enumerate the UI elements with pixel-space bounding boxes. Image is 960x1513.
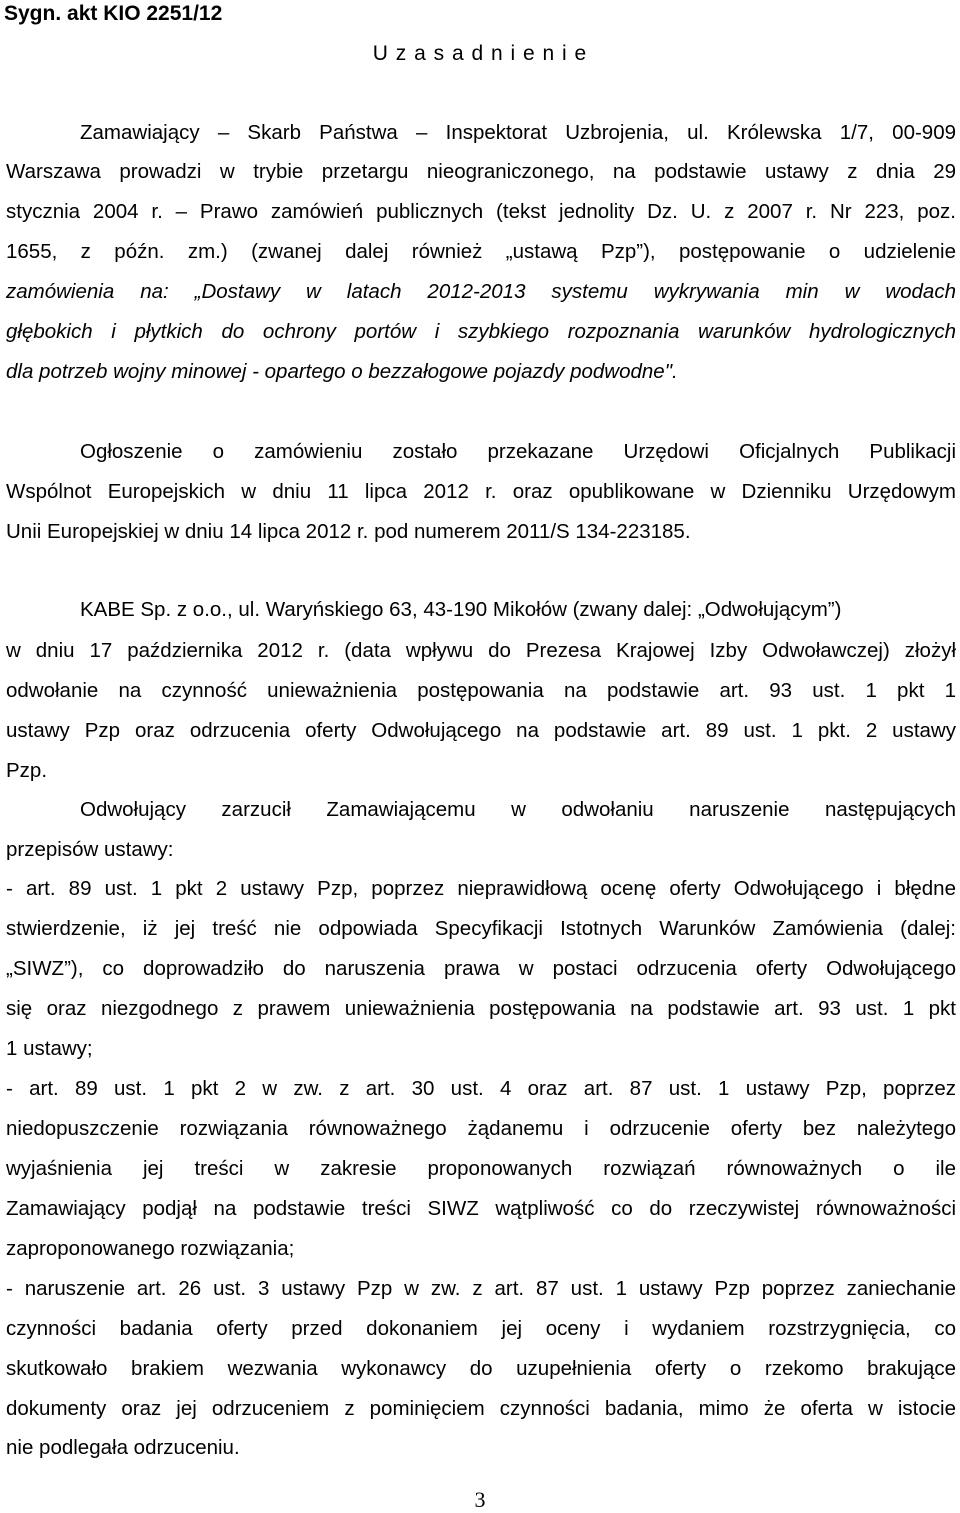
text-line: 1 ustawy; [6,1037,93,1060]
text-line: głębokich i płytkich do ochrony portów i szybkiego rozpoznania warunków hydrologicznych [6,320,956,343]
text-line: Ogłoszenie o zamówieniu zostało przekazane Urzędowi Oficjalnych Publikacji [80,440,956,463]
text-line: Unii Europejskiej w dniu 14 lipca 2012 r. pod numerem 2011/S 134-223185. [6,520,691,543]
text-line: odwołanie na czynność unieważnienia postępowania na podstawie art. 93 ust. 1 pkt 1 [6,679,956,702]
text-line: nie podlegała odrzuceniu. [6,1436,240,1459]
text-line: skutkowało brakiem wezwania wykonawcy do uzupełnienia oferty o rzekomo brakujące [6,1357,956,1380]
text-line: Wspólnot Europejskich w dniu 11 lipca 2012 r. oraz opublikowane w Dzienniku Urzędowym [6,480,956,503]
text-line: w dniu 17 października 2012 r. (data wpływu do Prezesa Krajowej Izby Odwoławczej) złożył [6,639,956,662]
text-line: - art. 89 ust. 1 pkt 2 w zw. z art. 30 ust. 4 oraz art. 87 ust. 1 ustawy Pzp, poprzez [6,1077,956,1100]
text-line: ustawy Pzp oraz odrzucenia oferty Odwołującego na podstawie art. 89 ust. 1 pkt. 2 ustawy [6,719,956,742]
text-line: - art. 89 ust. 1 pkt 2 ustawy Pzp, poprzez nieprawidłową ocenę oferty Odwołującego i błędne [6,877,956,900]
text-line: zaproponowanego rozwiązania; [6,1237,295,1260]
text-line: 1655, z późn. zm.) (zwanej dalej również „ustawą Pzp”), postępowanie o udzielenie [6,240,956,263]
text-line: wyjaśnienia jej treści w zakresie proponowanych rozwiązań równoważnych o ile [6,1157,956,1180]
text-line: Pzp. [6,759,48,782]
text-line: KABE Sp. z o.o., ul. Waryńskiego 63, 43-190 Mikołów (zwany dalej: „Odwołującym”) [80,598,842,621]
text-line: zamówienia na: „Dostawy w latach 2012-2013 systemu wykrywania min w wodach [6,280,956,303]
text-line: się oraz niezgodnego z prawem unieważnienia postępowania na podstawie art. 93 ust. 1 pkt [6,997,956,1020]
text-line: Zamawiający – Skarb Państwa – Inspektorat Uzbrojenia, ul. Królewska 1/7, 00-909 [80,121,956,144]
text-line: przepisów ustawy: [6,838,174,861]
text-line: „SIWZ”), co doprowadziło do naruszenia prawa w postaci odrzucenia oferty Odwołującego [6,957,956,980]
text-line: dokumenty oraz jej odrzuceniem z pominięciem czynności badania, mimo że oferta w istocie [6,1397,956,1420]
text-line: niedopuszczenie rozwiązania równoważnego żądanemu i odrzucenie oferty bez należytego [6,1117,956,1140]
text-line: - naruszenie art. 26 ust. 3 ustawy Pzp w zw. z art. 87 ust. 1 ustawy Pzp poprzez zaniechanie [6,1277,956,1300]
text-line: Zamawiający podjął na podstawie treści SIWZ wątpliwość co do rzeczywistej równoważności [6,1197,956,1220]
text-line: czynności badania oferty przed dokonaniem jej oceny i wydaniem rozstrzygnięcia, co [6,1317,956,1340]
text-line: dla potrzeb wojny minowej - opartego o bezzałogowe pojazdy podwodne". [6,360,678,383]
case-signature: Sygn. akt KIO 2251/12 [4,2,223,25]
text-line: Odwołujący zarzucił Zamawiającemu w odwołaniu naruszenie następujących [80,798,956,821]
text-line: stwierdzenie, iż jej treść nie odpowiada Specyfikacji Istotnych Warunków Zamówienia (dalej: [6,917,956,940]
document-heading: U z a s a d n i e n i e [372,42,588,65]
page-number: 3 [474,1487,486,1512]
text-line: stycznia 2004 r. – Prawo zamówień publicznych (tekst jednolity Dz. U. z 2007 r. Nr 223, poz. [6,200,956,223]
text-line: Warszawa prowadzi w trybie przetargu nieograniczonego, na podstawie ustawy z dnia 29 [6,160,956,183]
